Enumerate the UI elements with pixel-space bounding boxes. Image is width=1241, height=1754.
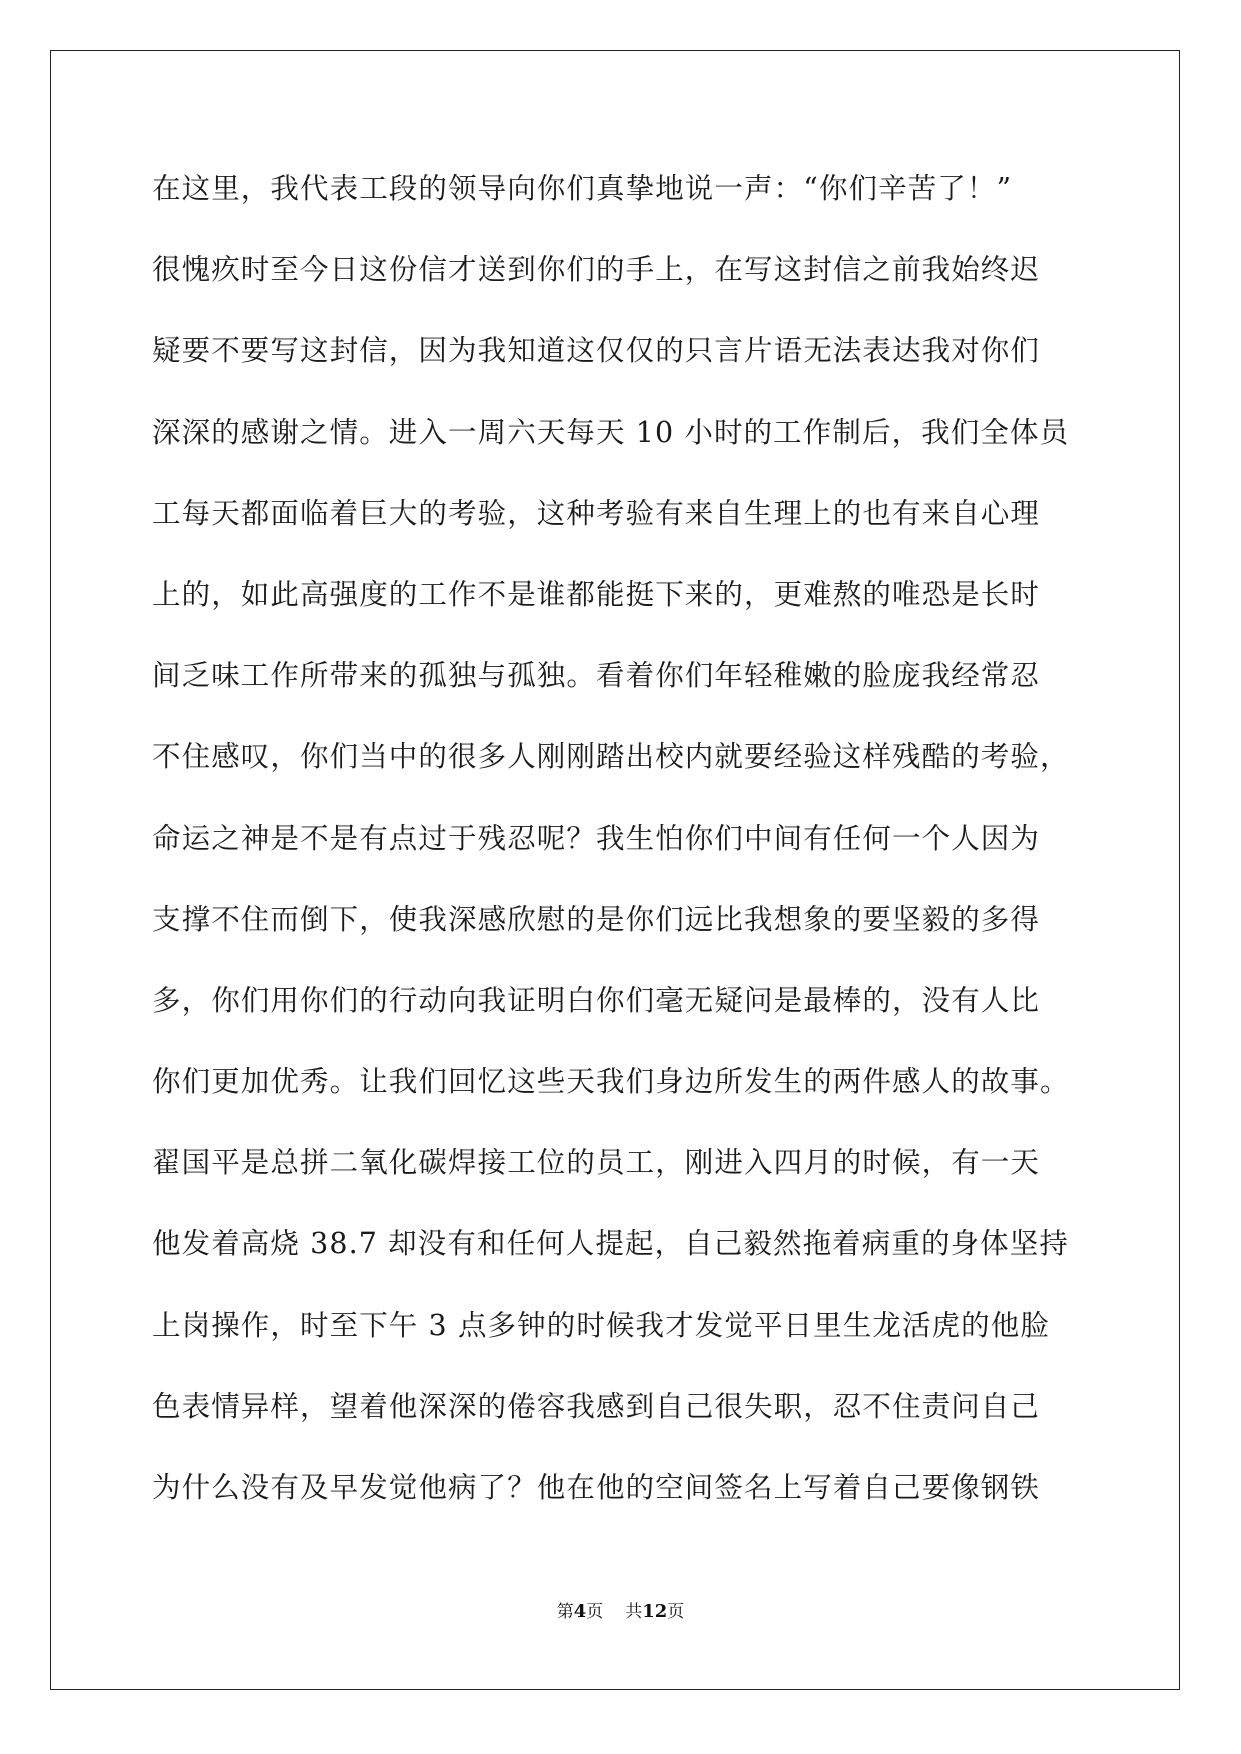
total-prefix: 共 [625,1602,643,1622]
text-line: 他发着高烧 38.7 却没有和任何人提起，自己毅然拖着病重的身体坚持 [152,1227,1069,1261]
text-line: 翟国平是总拼二氧化碳焊接工位的员工，刚进入四月的时候，有一天 [152,1146,1041,1180]
page-number: 4 [573,1601,587,1622]
text-line: 深深的感谢之情。进入一周六天每天 10 小时的工作制后，我们全体员 [152,415,1070,449]
text-line: 你们更加优秀。让我们回忆这些天我们身边所发生的两件感人的故事。 [152,1065,1070,1099]
text-line: 不住感叹，你们当中的很多人刚刚踏出校内就要经验这样残酷的考验， [152,740,1070,774]
text-line: 色表情异样，望着他深深的倦容我感到自己很失职，忍不住责问自己 [152,1389,1041,1423]
page-prefix: 第 [556,1602,574,1622]
text-line: 命运之神是不是有点过于残忍呢？我生怕你们中间有任何一个人因为 [152,821,1041,855]
text-line: 上的，如此高强度的工作不是谁都能挺下来的，更难熬的唯恐是长时 [152,577,1041,611]
total-suffix: 页 [667,1602,685,1622]
document-body [152,162,1092,1542]
text-line: 上岗操作，时至下午 3 点多钟的时候我才发觉平日里生龙活虎的他脸 [152,1308,1050,1342]
text-line: 间乏味工作所带来的孤独与孤独。看着你们年轻稚嫩的脸庞我经常忍 [152,659,1041,693]
text-line: 在这里，我代表工段的领导向你们真挚地说一声：“你们辛苦了！” [152,172,1013,205]
text-line: 为什么没有及早发觉他病了？他在他的空间签名上写着自己要像钢铁 [152,1471,1041,1504]
total-pages-indicator [625,1597,684,1622]
text-line: 很愧疚时至今日这份信才送到你们的手上，在写这封信之前我始终迟 [152,253,1041,287]
page-footer [0,1597,1241,1622]
text-line: 支撑不住而倒下，使我深感欣慰的是你们远比我想象的要坚毅的多得 [152,902,1041,936]
text-line: 多，你们用你们的行动向我证明白你们毫无疑问是最棒的，没有人比 [152,983,1041,1017]
page-suffix: 页 [586,1602,604,1622]
total-pages: 12 [642,1601,668,1622]
text-line: 工每天都面临着巨大的考验，这种考验有来自生理上的也有来自心理 [152,496,1041,530]
page-indicator [557,1597,604,1622]
text-line: 疑要不要写这封信，因为我知道这仅仅的只言片语无法表达我对你们 [152,334,1041,368]
